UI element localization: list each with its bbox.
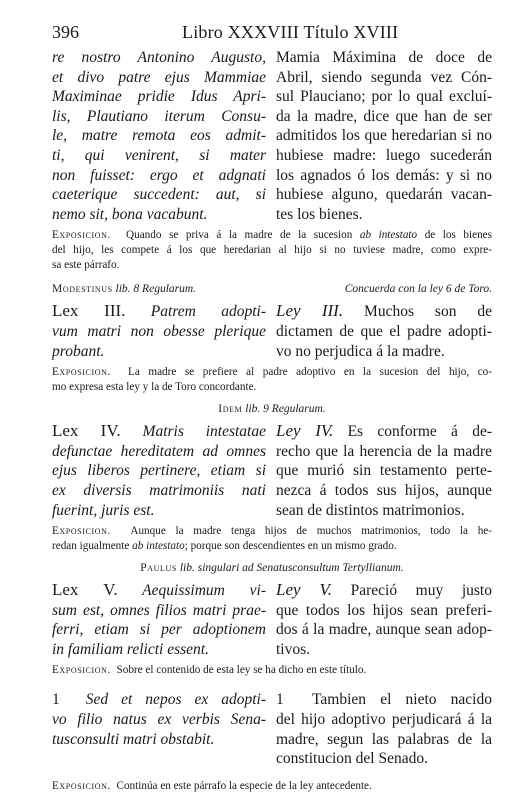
latin-column-1 [52, 48, 266, 224]
exposicion-label: Exposicion. [52, 229, 111, 242]
source-author: Paulus [140, 562, 177, 575]
section-4 [52, 580, 492, 659]
exposicion-text: mo expresa esta ley y la de Toro concordante. [52, 381, 257, 394]
exposicion-line [52, 258, 492, 273]
latin-line: le, matre remota eos admit- [52, 127, 266, 145]
spanish-line [276, 690, 492, 710]
latin-line: ejus liberos pertinere, etiam si [52, 462, 266, 480]
exposicion-1 [52, 228, 492, 273]
spanish-line: que todos los hijos sean preferi- [276, 601, 492, 619]
latin-line: Maximinae pridie Idus Apri- [52, 88, 266, 106]
spanish-line: que murió sin testamento perte- [276, 462, 492, 480]
spanish-text: Muchos son de [364, 303, 493, 321]
exposicion-text: de los bienes [417, 229, 492, 242]
spanish-column-5 [276, 690, 492, 768]
spanish-line: del hijo adoptivo perjudicará á la [276, 711, 492, 729]
latin-line: non fuisset: ergo et adgnati [52, 166, 266, 184]
latin-text: Patrem adopti- [150, 303, 266, 321]
exposicion-text: Quando se priva á la madre de la sucesion [126, 229, 360, 242]
ley-label: Ley V. [276, 580, 332, 600]
spanish-line [276, 421, 492, 442]
exposicion-label: Exposicion. [52, 366, 111, 379]
concordance-note: Concuerda con la ley 6 de Toro. [344, 283, 492, 296]
source-author: Idem [218, 403, 243, 416]
page-header [52, 22, 492, 48]
exposicion-text: redan igualmente [52, 540, 133, 553]
exposicion-text: Aunque la madre tenga hijos de muchos matrimonios, todo la he- [130, 525, 492, 538]
spanish-line: sul Plauciano; por lo qual excluí- [276, 88, 492, 106]
spanish-line: Abril, siendo segunda vez Cón- [276, 68, 492, 86]
exposicion-text: ab intestato [359, 229, 418, 242]
latin-line: vo filio natus ex verbis Sena- [52, 711, 266, 729]
latin-line: vum matri non obesse plerique [52, 322, 266, 340]
spanish-line: dos á la madre, aunque sean adop- [276, 621, 492, 639]
spanish-column-1 [276, 48, 492, 224]
latin-line: probant. [52, 342, 105, 360]
latin-line [52, 421, 266, 442]
source-ref: lib. 8 Regularum. [115, 283, 197, 296]
spanish-line [276, 580, 492, 601]
latin-column-2 [52, 301, 266, 361]
latin-line: sum est, omnes filios matri prae- [52, 601, 266, 619]
source-line-4 [52, 562, 492, 574]
exposicion-3 [52, 524, 492, 554]
spanish-line: constitucion del Senado. [276, 750, 428, 768]
spanish-line: tivos. [276, 640, 311, 658]
exposicion-label: Exposicion. [52, 779, 111, 792]
lex-label: Lex III. [52, 301, 126, 321]
exposicion-text: ; porque son descendientes en un mismo grado. [184, 540, 397, 553]
spanish-text: Es conforme á de- [347, 423, 492, 441]
latin-line: defunctae hereditatem ad omnes [52, 442, 266, 460]
exposicion-line [52, 243, 492, 258]
spanish-text: Pareció muy justo [350, 582, 492, 600]
latin-line: tusconsulti matri obstabit. [52, 730, 215, 748]
exposicion-line [52, 365, 492, 380]
spanish-line: Mamia Máximina de doce de [276, 49, 492, 66]
paragraph-number: 1 [52, 691, 60, 709]
spanish-line: hubiese alguno, quedarán vacan- [276, 186, 492, 204]
exposicion-line [52, 380, 492, 395]
latin-line: re nostro Antonino Augusto, [52, 49, 266, 66]
exposicion-line [52, 228, 492, 243]
spanish-line: recho que la herencia de la madre [276, 442, 492, 460]
exposicion-label: Exposicion. [52, 525, 111, 538]
exposicion-line [52, 539, 492, 554]
exposicion-2 [52, 365, 492, 395]
latin-line: nemo sit, bona vacabunt. [52, 205, 208, 223]
latin-text: Aequissimum vi- [142, 582, 266, 600]
section-5 [52, 690, 492, 768]
spanish-line: madre, segun las palabras de la [276, 730, 492, 748]
spanish-line: hubiese madre: luego sucederán [276, 146, 492, 164]
spanish-line: da la madre, dice que han de ser [276, 107, 492, 125]
book-page [52, 22, 492, 794]
exposicion-4 [52, 663, 492, 678]
spanish-line: sean de distintos matrimonios. [276, 501, 465, 519]
section-2 [52, 301, 492, 361]
ley-label: Ley IV. [276, 421, 334, 441]
spanish-column-2 [276, 301, 492, 361]
latin-line: ex diversis matrimoniis nati [52, 481, 266, 499]
exposicion-line [52, 524, 492, 539]
source-ref: lib. 9 Regularum. [245, 403, 326, 416]
latin-line: ti, qui venirent, si mater [52, 146, 266, 164]
exposicion-label: Exposicion. [52, 664, 111, 677]
exposicion-line [52, 779, 492, 794]
spanish-text: Tambien el nieto nacido [312, 691, 492, 709]
exposicion-5 [52, 779, 492, 794]
exposicion-text: La madre se prefiere al padre adoptivo en la sucesion del hijo, co- [128, 366, 492, 379]
exposicion-text: ab intestato [132, 540, 185, 553]
latin-line: in familiam relicti essent. [52, 640, 209, 658]
latin-text: Sed et nepos ex adopti- [85, 691, 267, 709]
spanish-column-4 [276, 580, 492, 659]
latin-line [52, 301, 266, 322]
exposicion-text: del hijo, les compete á los que heredarian al hijo si no tuviese madre, como expre- [52, 244, 492, 257]
exposicion-line [52, 663, 492, 678]
spanish-line: nezca á todos sus hijos, aunque [276, 481, 492, 499]
source-author: Modestinus [52, 283, 113, 296]
section-1 [52, 48, 492, 224]
lex-label: Lex IV. [52, 421, 121, 441]
latin-line: caeterique succedent: aut, si [52, 186, 266, 204]
spanish-line [276, 301, 492, 322]
latin-column-3 [52, 421, 266, 520]
latin-column-4 [52, 580, 266, 659]
spanish-line: tes los bienes. [276, 205, 363, 223]
source-row-2 [52, 283, 492, 295]
spanish-line: dictamen de que el padre adopti- [276, 322, 492, 340]
exposicion-text: sa este párrafo. [52, 259, 120, 272]
latin-column-5 [52, 690, 266, 768]
latin-line: lis, Plautiano iterum Consu- [52, 107, 266, 125]
latin-text: Matris intestatae [142, 423, 266, 441]
source-line-3 [52, 403, 492, 415]
spanish-line: los agnados ó los demás: y si no [276, 166, 492, 184]
latin-line: ferri, etiam si per adoptionem [52, 621, 266, 639]
latin-line [52, 690, 266, 710]
paragraph-number: 1 [276, 691, 284, 709]
spanish-line: vo no perjudica á la madre. [276, 342, 445, 360]
source-left [52, 283, 196, 295]
latin-line: et divo patre ejus Mammiae [52, 68, 266, 86]
ley-label: Ley III. [276, 301, 344, 321]
page-number: 396 [52, 22, 79, 42]
section-3 [52, 421, 492, 520]
latin-line: fuerint, juris est. [52, 501, 155, 519]
spanish-column-3 [276, 421, 492, 520]
source-ref: lib. singulari ad Senatusconsultum Tertyllianum. [179, 562, 404, 575]
latin-line [52, 580, 266, 601]
running-head: Libro XXXVIII Título XVIII [182, 22, 399, 42]
exposicion-text: Sobre el contenido de esta ley se ha dicho en este título. [116, 664, 367, 677]
exposicion-text: Continúa en este párrafo la especie de la ley antecedente. [116, 779, 372, 792]
spanish-line: admitidos los que heredarian si no [276, 127, 492, 145]
lex-label: Lex V. [52, 580, 118, 600]
